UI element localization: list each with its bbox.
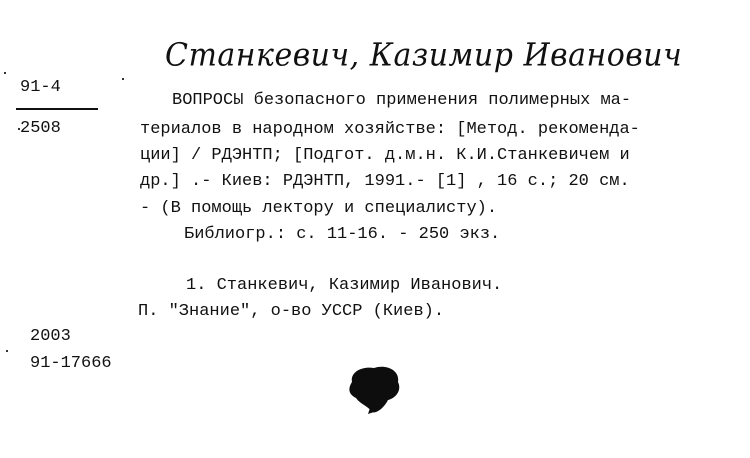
description-line-5: - (В помощь лектору и специалисту). (140, 199, 498, 218)
dust-speck (18, 128, 20, 130)
description-line-3: ции] / РДЭНТП; [Подгот. д.м.н. К.И.Станкевичем и (140, 146, 630, 165)
call-number-top: 91-4 (20, 78, 61, 97)
bibliography-line: Библиогр.: с. 11-16. - 250 экз. (184, 225, 501, 244)
subject-entry-2: П. "Знание", о-во УССР (Киев). (138, 302, 445, 321)
call-number-bottom: 2508 (20, 119, 61, 138)
dust-speck (122, 78, 124, 80)
subject-entry-1: 1. Станкевич, Казимир Иванович. (186, 276, 503, 295)
handwritten-heading: Станкевич, Казимир Иванович (165, 37, 683, 74)
accession-number: 91-17666 (30, 354, 112, 373)
description-line-2: териалов в народном хозяйстве: [Метод. рекоменда- (140, 120, 640, 139)
description-line-4: др.] .- Киев: РДЭНТП, 1991.- [1] , 16 с.; 20 см. (140, 172, 630, 191)
ink-blot (346, 362, 404, 416)
call-number-divider (16, 108, 98, 110)
description-line-1: ВОПРОСЫ безопасного применения полимерных ма- (172, 91, 632, 110)
registration-code: 2003 (30, 327, 71, 346)
dust-speck (4, 72, 6, 74)
dust-speck (6, 350, 8, 352)
